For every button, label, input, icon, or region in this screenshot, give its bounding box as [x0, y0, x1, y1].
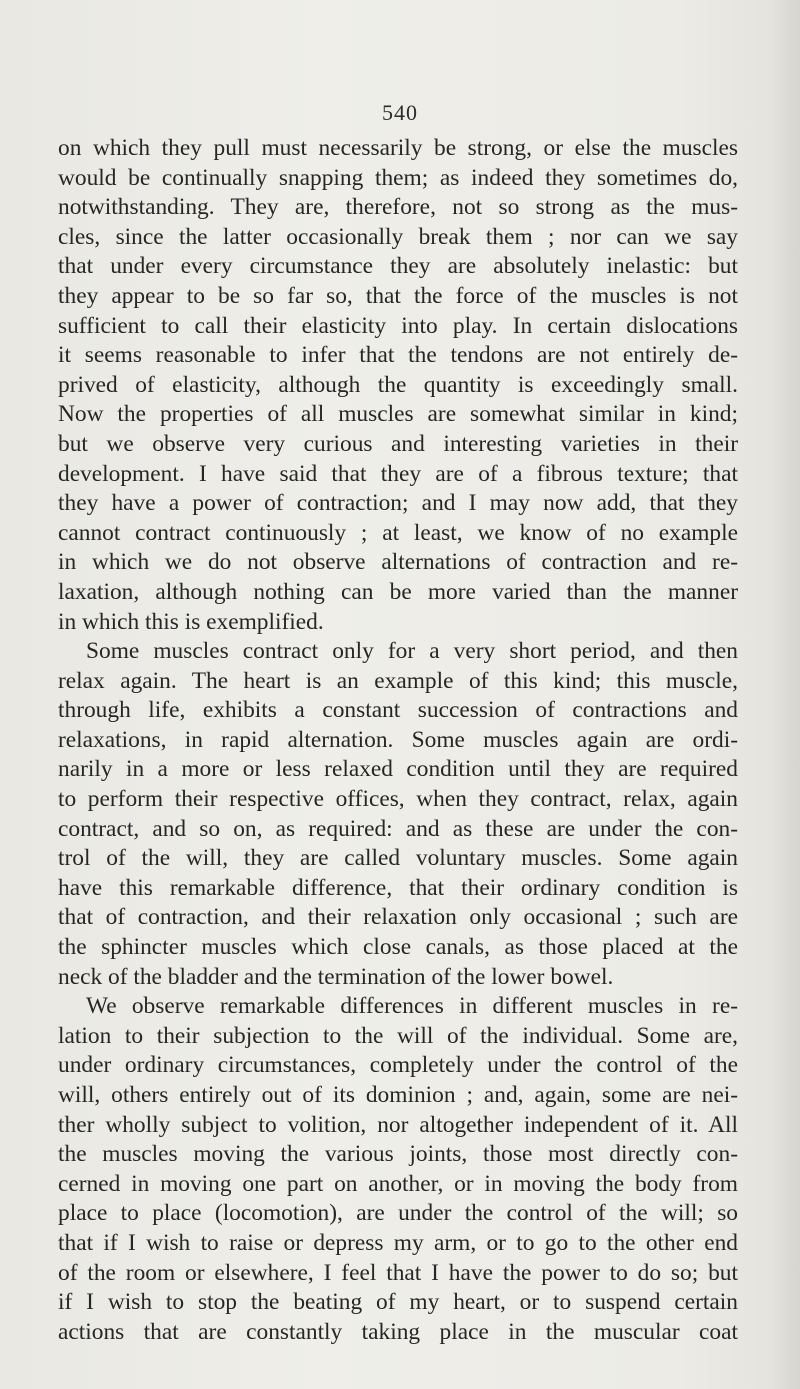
text-line: trol of the will, they are called voluntary muscles. Some again	[58, 845, 738, 872]
text-line: in which this is exemplified.	[58, 608, 324, 635]
text-line: if I wish to stop the beating of my heart, or to suspend certain	[58, 1289, 738, 1316]
page-number: 540	[382, 100, 418, 125]
text-line: relax again. The heart is an example of this kind; this muscle,	[58, 667, 738, 694]
text-line: ther wholly subject to volition, nor altogether independent of it. All	[58, 1111, 738, 1138]
text-line: cles, since the latter occasionally break them ; nor can we say	[58, 223, 738, 250]
body-text	[58, 134, 738, 1347]
text-line: actions that are constantly taking place in the muscular coat	[58, 1318, 738, 1345]
text-line: lation to their subjection to the will of the individual. Some are,	[58, 1022, 738, 1049]
text-line: We observe remarkable differences in different muscles in re-	[86, 993, 738, 1020]
text-line: of the room or elsewhere, I feel that I have the power to do so; but	[58, 1259, 738, 1286]
text-line: have this remarkable difference, that their ordinary condition is	[58, 874, 738, 901]
text-line: place to place (locomotion), are under the control of the will; so	[58, 1200, 738, 1227]
text-line: development. I have said that they are of a fibrous texture; that	[58, 460, 738, 487]
page-edge-shadow	[770, 0, 800, 1389]
text-line: neck of the bladder and the termination of the lower bowel.	[58, 963, 614, 990]
text-line: contract, and so on, as required: and as these are under the con-	[58, 815, 738, 842]
text-line: relaxations, in rapid alternation. Some muscles again are ordi-	[58, 726, 738, 753]
text-line: they have a power of contraction; and I may now add, that they	[58, 490, 738, 517]
text-line: Some muscles contract only for a very short period, and then	[86, 638, 738, 665]
text-line: to perform their respective offices, when they contract, relax, again	[58, 786, 738, 813]
text-line: prived of elasticity, although the quantity is exceedingly small.	[58, 371, 738, 398]
text-line: would be continually snapping them; as indeed they sometimes do,	[58, 164, 738, 191]
text-line: through life, exhibits a constant succession of contractions and	[58, 697, 738, 724]
text-line: that of contraction, and their relaxation only occasional ; such are	[58, 904, 738, 931]
text-line: it seems reasonable to infer that the tendons are not entirely de-	[58, 342, 738, 369]
text-line: on which they pull must necessarily be strong, or else the muscles	[58, 135, 738, 161]
text-line: under ordinary circumstances, completely under the control of the	[58, 1052, 738, 1079]
text-line: that if I wish to raise or depress my arm, or to go to the other end	[58, 1229, 738, 1256]
text-line: the muscles moving the various joints, those most directly con-	[58, 1141, 738, 1168]
text-line: laxation, although nothing can be more varied than the manner	[58, 578, 738, 605]
text-line: in which we do not observe alternations of contraction and re-	[58, 549, 738, 576]
text-line: cerned in moving one part on another, or in moving the body from	[58, 1170, 738, 1197]
text-line: Now the properties of all muscles are somewhat similar in kind;	[58, 401, 738, 428]
text-line: they appear to be so far so, that the force of the muscles is not	[58, 282, 738, 309]
text-line: the sphincter muscles which close canals, as those placed at the	[58, 934, 738, 961]
text-line: that under every circumstance they are absolutely inelastic: but	[58, 253, 738, 280]
text-line: sufficient to call their elasticity into play. In certain dislocations	[58, 312, 738, 339]
text-line: narily in a more or less relaxed condition until they are required	[58, 756, 738, 783]
text-line: but we observe very curious and interesting varieties in their	[58, 430, 738, 457]
text-line: will, others entirely out of its dominion ; and, again, some are nei-	[58, 1082, 738, 1108]
text-line: notwithstanding. They are, therefore, not so strong as the mus-	[58, 194, 738, 221]
text-line: cannot contract continuously ; at least, we know of no example	[58, 519, 738, 546]
